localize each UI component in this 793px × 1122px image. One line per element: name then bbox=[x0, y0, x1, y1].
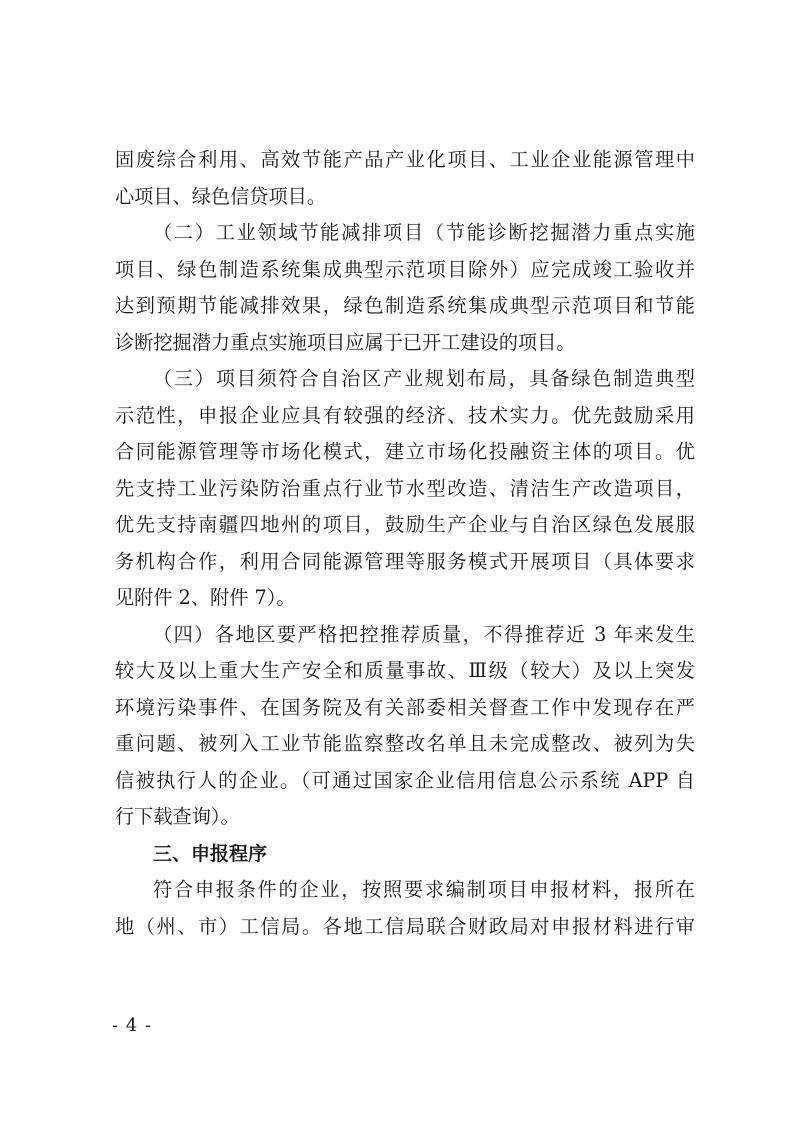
body-line: 示范性，申报企业应具有较强的经济、技术实力。优先鼓励采用 bbox=[115, 403, 695, 427]
body-line: 诊断挖掘潜力重点实施项目应属于已开工建设的项目。 bbox=[115, 330, 576, 354]
body-line: 优先支持南疆四地州的项目，鼓励生产企业与自治区绿色发展服 bbox=[115, 513, 695, 536]
body-line: 心项目、绿色信贷项目。 bbox=[115, 184, 327, 208]
body-line: 务机构合作，利用合同能源管理等服务模式开展项目（具体要求 bbox=[115, 549, 695, 573]
body-line: 见附件 2、附件 7）。 bbox=[115, 586, 296, 609]
document-body bbox=[115, 142, 695, 945]
body-line: 项目、绿色制造系统集成典型示范项目除外）应完成竣工验收并 bbox=[115, 257, 695, 281]
body-line: 地（州、市）工信局。各地工信局联合财政局对申报材料进行审 bbox=[115, 914, 695, 938]
body-line: （二）工业领域节能减排项目（节能诊断挖掘潜力重点实施 bbox=[153, 221, 695, 244]
body-line: 先支持工业污染防治重点行业节水型改造、清洁生产改造项目， bbox=[115, 476, 695, 500]
body-line: 环境污染事件、在国务院及有关部委相关督查工作中发现存在严 bbox=[115, 695, 695, 719]
body-line: 较大及以上重大生产安全和质量事故、Ⅲ级（较大）及以上突发 bbox=[115, 659, 695, 682]
body-line: 信被执行人的企业。（可通过国家企业信用信息公示系统 APP 自 bbox=[115, 768, 695, 792]
body-line: 合同能源管理等市场化模式，建立市场化投融资主体的项目。优 bbox=[115, 440, 695, 463]
body-line: （三）项目须符合自治区产业规划布局，具备绿色制造典型 bbox=[153, 367, 695, 390]
page-number: - 4 - bbox=[112, 1015, 153, 1036]
body-line: 重问题、被列入工业节能监察整改名单且未完成整改、被列为失 bbox=[115, 732, 695, 755]
section-heading: 三、申报程序 bbox=[153, 842, 268, 865]
body-line: 固废综合利用、高效节能产品产业化项目、工业企业能源管理中 bbox=[115, 148, 695, 171]
body-line: 达到预期节能减排效果，绿色制造系统集成典型示范项目和节能 bbox=[115, 294, 695, 317]
body-line: 符合申报条件的企业，按照要求编制项目申报材料，报所在 bbox=[153, 878, 695, 901]
body-line: 行下载查询）。 bbox=[115, 805, 240, 828]
body-line: （四）各地区要严格把控推荐质量，不得推荐近 3 年来发生 bbox=[153, 622, 695, 646]
